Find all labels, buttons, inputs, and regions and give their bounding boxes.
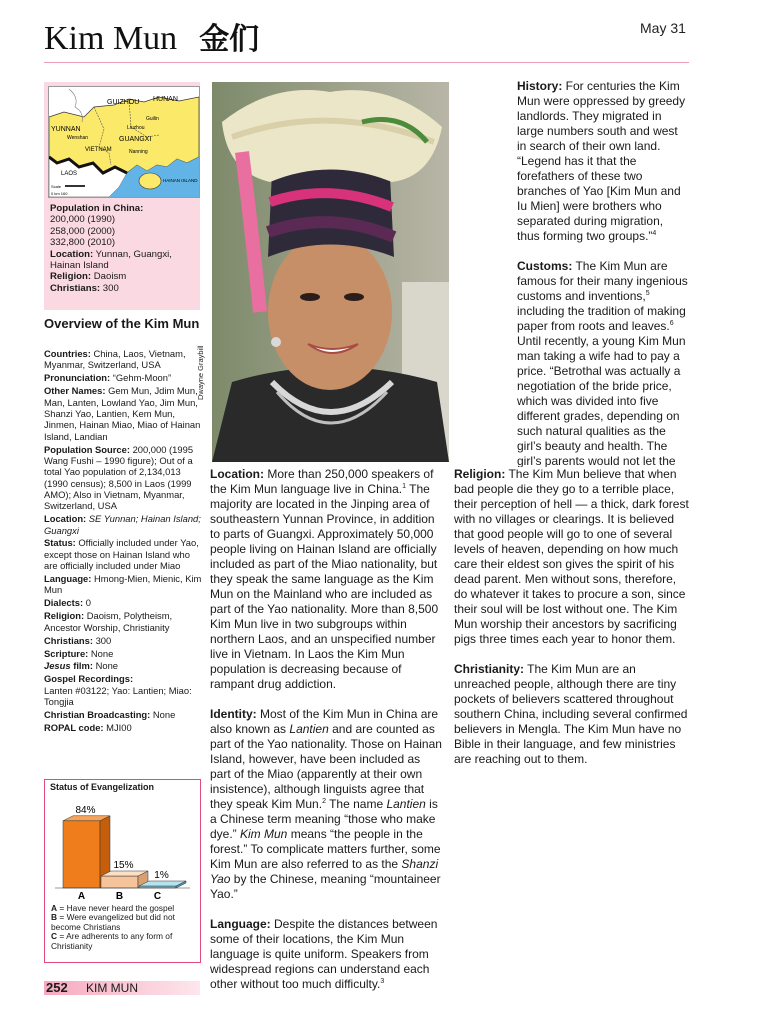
map-label-nanning: Nanning <box>129 149 148 155</box>
location-map <box>48 86 200 198</box>
fact-location: Location: SE Yunnan; Hainan Island; Guangxi <box>44 513 201 536</box>
fact-status: Status: Officially included under Yao, except those on Hainan Island who are officially included under Miao <box>44 537 199 572</box>
fact-religion: Religion: Daoism, Polytheism, Ancestor Worship, Christianity <box>44 610 173 633</box>
fact-broadcasting: Christian Broadcasting: None <box>44 709 176 721</box>
fact-other-names: Other Names: Gem Mun, Jdim Mun, Man, Lanten, Lowland Yao, Jim Mun, Shanzi Yao, Lantien, Kem Mun, Jinmen, Hainan Miao, Miao of Hainan Island, Landian <box>44 385 201 442</box>
fact-pronunciation: Pronunciation: “Gehm-Moon” <box>44 372 172 384</box>
fact-jesus-film: Jesus film: None <box>44 660 119 672</box>
population-heading: Population in China: <box>50 203 144 214</box>
fact-ropal: ROPAL code: MJI00 <box>44 721 132 733</box>
bar-b-percent-label: 15% <box>113 860 134 871</box>
population-christians: Christians: 300 <box>50 282 119 294</box>
body-column-middle <box>210 467 442 1007</box>
legend-b: B = Were evangelized but did not become Christians <box>51 912 175 932</box>
section-religion: Religion: The Kim Mun believe that when bad people die they go to a terrible place, their perception of hell — a thick, dark forest with no villages or clearings. It is believed that good people will go to one of several levels of heaven, depending on how much care their eldest son gives the spirit of his dead parent. Men without sons, therefore, do whatever it takes to procure a son, since their soul will be lost without one. The Kim Mun worship their ancestors by sacrificing pigs three times each year to honor them. <box>454 467 689 646</box>
map-label-laos: LAOS <box>61 171 78 177</box>
fact-scripture: Scripture: None <box>44 647 114 659</box>
section-christianity: Christianity: The Kim Mun are an unreached people, although there are tiny pockets of believers scattered throughout southern China, including several confirmed believers in Mengla. The Kim Mun have no Bible in their language, and few ministries are reaching out to them. <box>454 662 688 766</box>
evangelization-title: Status of Evangelization <box>50 782 155 792</box>
fact-countries: Countries: China, Laos, Vietnam, Myanmar, Switzerland, USA <box>44 348 186 371</box>
evangelization-legend <box>51 904 199 951</box>
overview-heading: Overview of the Kim Mun <box>44 316 200 331</box>
bar-a-percent-label: 84% <box>75 804 96 816</box>
section-customs: Customs: The Kim Mun are famous for their many ingenious customs and inventions,$^5$ including the tradition of making paper from roots and leaves.$^6$ Until recently, a young Kim Mun man taking a wife had to pay a price. “Betrothal was actually a negotiation of the bride price, which was divided into five different grades, depending on such natural qualities as the girl’s beauty and health. The girl’s parents would not let the <box>517 259 688 467</box>
map-label-yunnan: YUNNAN <box>51 126 81 133</box>
bar-c-letter: C <box>153 891 162 902</box>
population-2000: 258,000 (2000) <box>50 225 116 237</box>
section-identity: Identity: Most of the Kim Mun in China are also known as Lantien and are counted as part of the Yao nationality. Those on Hainan Island, however, have been included as part of the Miao (apparently at their own insistence), although linguists agree that they speak Kim Mun.$^2$ The name Lantien is a Chinese term meaning “those who make dye.” Kim Mun means “the people in the forest.” To complicate matters further, some Kim Mun are also referred to as the Shanzi Yao by the Chinese, meaning “mountaineer Yao.” <box>210 707 442 901</box>
bar-a-letter: A <box>77 891 86 902</box>
evangelization-status-box <box>44 779 201 963</box>
bar-c-percent-label: 1% <box>154 870 169 881</box>
map-label-guizhou: GUIZHOU <box>107 99 140 106</box>
population-box <box>50 203 198 294</box>
map-label-vietnam: VIETNAM <box>85 147 112 153</box>
map-label-hunan: HUNAN <box>153 96 178 103</box>
section-language: Language: Despite the distances between some of their locations, the Kim Mun language is quite uniform. Speakers from widespread regions can understand each other without too much difficulty.$^3$ <box>210 917 438 991</box>
evangelization-chart <box>45 792 200 904</box>
fact-population-source: Population Source: 200,000 (1995 Wang Fushi – 1990 figure); Out of a total Yao population of 2,134,013 (1990 census); 8,500 in Laos (1999 AMO); Also in Vietnam, Myanmar, Switzerland, USA <box>44 443 194 512</box>
population-2010: 332,800 (2010) <box>50 237 116 249</box>
section-history: History: For centuries the Kim Mun were oppressed by greedy landlords. They migrated in large numbers south and west in search of their own land. “Legend has it that the forefathers of these two branches of Yao [Kim Mun and Iu Mien] were brothers who separated during migration, thus forming two groups.”$^4$ <box>517 79 686 243</box>
legend-c: C = Are adherents to any form of Christianity <box>51 931 173 951</box>
population-location: Location: Yunnan, Guangxi, Hainan Island <box>50 248 172 272</box>
map-label-wenshan: Wenshan <box>67 135 89 141</box>
fact-language: Language: Hmong-Mien, Mienic, Kim Mun <box>44 573 202 596</box>
bar-b-letter: B <box>115 891 124 902</box>
map-label-guilin: Guilin <box>146 116 159 122</box>
population-1990: 200,000 (1990) <box>50 214 116 226</box>
fact-christians: Christians: 300 <box>44 634 112 646</box>
map-label-hainan: HAINAN ISLAND <box>163 178 198 183</box>
portrait-photo <box>212 82 449 462</box>
map-scale-value: 0 km 160 <box>51 191 68 196</box>
map-label-guangxi: GUANGXI <box>119 136 152 143</box>
portrait-illustration <box>212 82 449 462</box>
population-religion: Religion: Daoism <box>50 271 127 283</box>
overview-facts <box>44 348 204 735</box>
fact-gospel-recordings: Gospel Recordings: Lanten #03122; Yao: Lantien; Miao: Tongjia <box>44 673 192 708</box>
header-divider <box>44 62 689 63</box>
page-number: 252 <box>46 980 68 995</box>
map-scale-label: Scale <box>51 184 62 189</box>
page-date: May 31 <box>640 20 686 36</box>
photo-credit: Dwayne Graybill <box>196 345 205 400</box>
map-graphic <box>49 87 199 197</box>
page-title <box>44 14 259 58</box>
fact-dialects: Dialects: 0 <box>44 597 91 609</box>
body-column-right <box>454 467 689 782</box>
title-chinese: 金们 <box>199 22 260 57</box>
section-location: Location: More than 250,000 speakers of the Kim Mun language live in China.$^1$ The majority are located in the Jinping area of southeastern Yunnan Province, in addition to parts of Guangxi. Approximately 50,000 people living on Hainan Island are officially included as part of the Miao nationality, but they speak the same language as the Kim Mun on the Mainland who are included as part of the Yao nationality. More than 8,500 Kim Mun live in two subgroups within northern Laos, and an unspecified number live in Vietnam. In Laos the Kim Mun population is decreasing because of rampant drug addiction. <box>210 467 439 691</box>
body-column-right-top <box>517 79 689 467</box>
title-english: Kim Mun <box>44 20 178 57</box>
map-label-liuzhou: Liuzhou <box>127 125 145 131</box>
legend-a: A = Have never heard the gospel <box>51 903 175 913</box>
footer-label: KIM MUN <box>86 981 138 995</box>
